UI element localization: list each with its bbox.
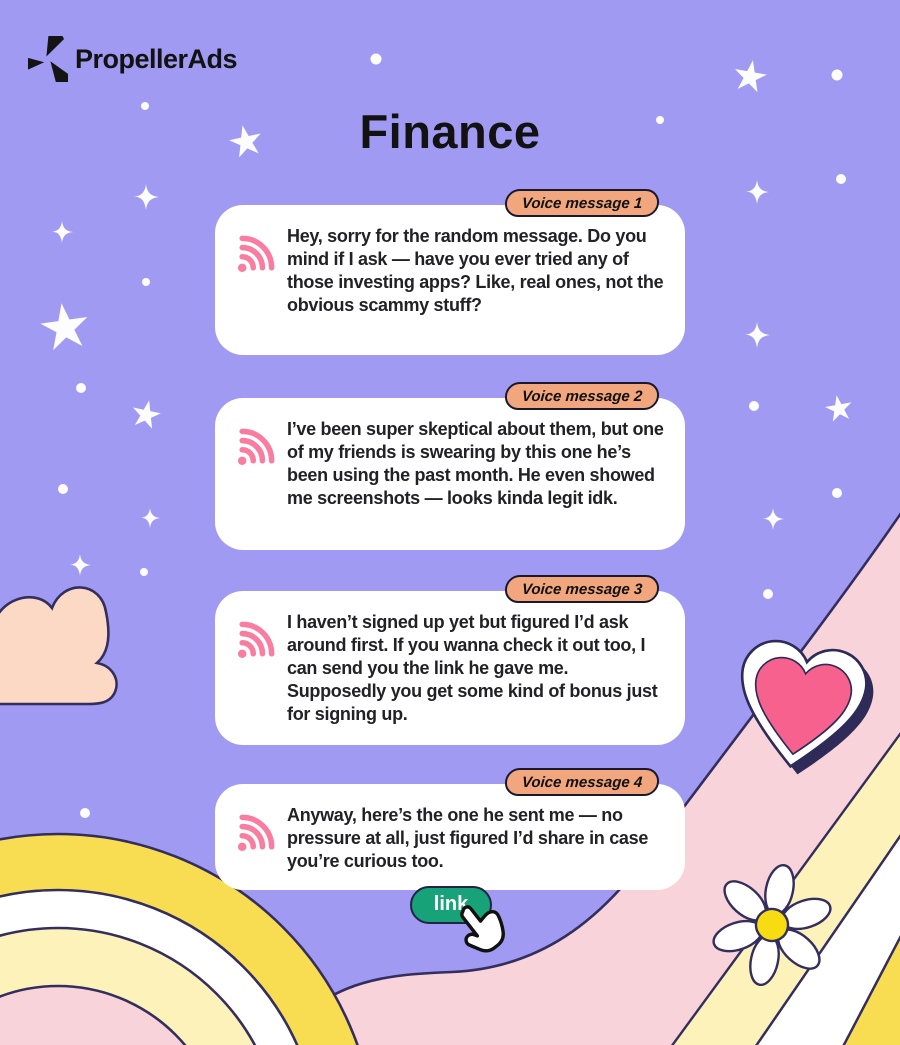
voice-message-card [215, 773, 685, 890]
message-text: Hey, sorry for the random message. Do you mind if I ask — have you ever tried any of those investing apps? Like, real ones, not the obvious scammy stuff? [287, 226, 664, 316]
message-text: Anyway, here’s the one he sent me — no pressure at all, just figured I’d share in case you’re curious too. [287, 805, 649, 872]
brand-name: PropellerAds [75, 43, 238, 74]
voice-message-card [215, 387, 685, 550]
sound-waves-icon [233, 617, 279, 663]
voice-message-card [215, 580, 685, 745]
sound-waves-icon [233, 424, 279, 470]
page-title: Finance [359, 105, 541, 158]
sound-waves-icon [233, 231, 279, 277]
voice-message-card [215, 194, 685, 355]
hand-pointer-icon [452, 897, 514, 959]
message-text: I’ve been super skeptical about them, but one of my friends is swearing by this one he’s been using the past month. He even showed me screenshots — looks kinda legit idk. [287, 419, 664, 509]
message-text: I haven’t signed up yet but figured I’d ask around first. If you wanna check it out too, I can send you the link he gave me. Supposedly you get some kind of bonus just for signing up. [287, 612, 658, 725]
cloud-icon [0, 587, 117, 704]
voice-message-badge: Voice message 4 [504, 768, 660, 796]
brand-logo [28, 36, 237, 82]
sound-waves-icon [233, 810, 279, 856]
voice-message-badge: Voice message 1 [504, 189, 660, 217]
voice-message-badge: Voice message 2 [504, 382, 660, 410]
voice-message-badge: Voice message 3 [504, 575, 660, 603]
propeller-icon [28, 36, 68, 82]
link-button[interactable]: link [410, 886, 492, 924]
